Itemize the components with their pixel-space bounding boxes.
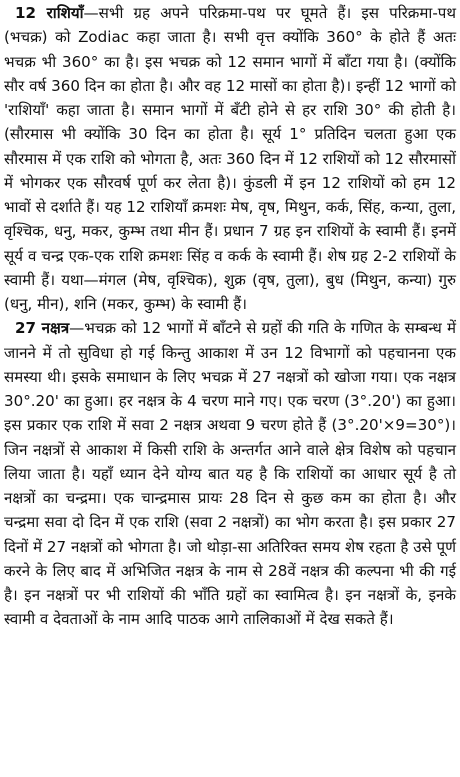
paragraph-body: —सभी ग्रह अपने परिक्रमा-पथ पर घूमते हैं। इस परिक्रमा-पथ (भचक्र) को Zodiac कहा जाता है। सभी वृत्त क्योंकि 360° के होते हैं अतः भचक्र भी 360° का है। इस भचक्र को 12 समान भागों में बाँटा गया है। (क्योंकि सौर वर्ष 360 दिन का होता है। और वह 12 मासों का होता है)। इन्हीं 12 भागों को 'राशियाँ' कहा जाता है। समान भागों में बँटी होने से हर राशि 30° की होती है। (सौरमास भी क्योंकि 30 दिन का होता है। सूर्य 1° प्रतिदिन चलता हुआ एक सौरमास में एक राशि को भोगता है, अतः 360 दिन में 12 राशियों को 12 सौरमासों में भोगकर एक सौरवर्ष पूर्ण कर लेता है)। कुंडली में इन 12 राशियों को हम 12 भावों से दर्शाते हैं। यह 12 राशियाँ क्रमशः मेष, वृष, मिथुन, कर्क, सिंह, कन्या, तुला, वृश्चिक, धनु, मकर, कुम्भ तथा मीन हैं। प्रधान 7 ग्रह इन राशियों के स्वामी हैं। इनमें सूर्य व चन्द्र एक-एक राशि क्रमशः सिंह व कर्क के स्वामी हैं। शेष ग्रह 2-2 राशियों के स्वामी हैं। यथा—मंगल (मेष, वृश्चिक), शुक्र (वृष, तुला), बुध (मिथुन, कन्या) गुरु (धनु, मीन), शनि (मकर, कुम्भ) के स्वामी हैं। bbox=[4, 4, 456, 313]
paragraph-27-nakshatra bbox=[4, 316, 456, 631]
paragraph-body: —भचक्र को 12 भागों में बाँटने से ग्रहों की गति के गणित के सम्बन्ध में जानने में तो सुविधा हो गई किन्तु आकाश में उन 12 विभागों को पहचानना एक समस्या थी। इसके समाधान के लिए भचक्र में 27 नक्षत्रों को खोजा गया। एक नक्षत्र 30°.20' का हुआ। हर नक्षत्र के 4 चरण माने गए। एक चरण (3°.20') का हुआ। इस प्रकार एक राशि में सवा 2 नक्षत्र अथवा 9 चरण होते हैं (3°.20'×9=30°)। जिन नक्षत्रों से आकाश में किसी राशि के अन्तर्गत आने वाले क्षेत्र विशेष को पहचान लिया जाता है। यहाँ ध्यान देने योग्य बात यह है कि राशियों का आधार सूर्य है तो नक्षत्रों का चन्द्रमा। एक चान्द्रमास प्रायः 28 दिन से कुछ कम का होता है। और चन्द्रमा सवा दो दिन में एक राशि (सवा 2 नक्षत्रों) का भोग करता है। इस प्रकार 27 दिनों में 27 नक्षत्रों को भोगता है। जो थोड़ा-सा अतिरिक्त समय शेष रहता है उसे पूर्ण करने के लिए बाद में अभिजित नक्षत्र के नाम से 28वें नक्षत्र की कल्पना भी की गई है। इन नक्षत्रों पर भी राशियों की भाँति ग्रहों का स्वामित्व है। इन नक्षत्रों के, इनके स्वामी व देवताओं के नाम आदि पाठक आगे तालिकाओं में देख सकते हैं। bbox=[4, 319, 457, 629]
paragraph-heading: 27 नक्षत्र bbox=[15, 319, 70, 338]
paragraph-12-rashiyan bbox=[4, 1, 456, 316]
paragraph-heading: 12 राशियाँ bbox=[15, 4, 84, 22]
